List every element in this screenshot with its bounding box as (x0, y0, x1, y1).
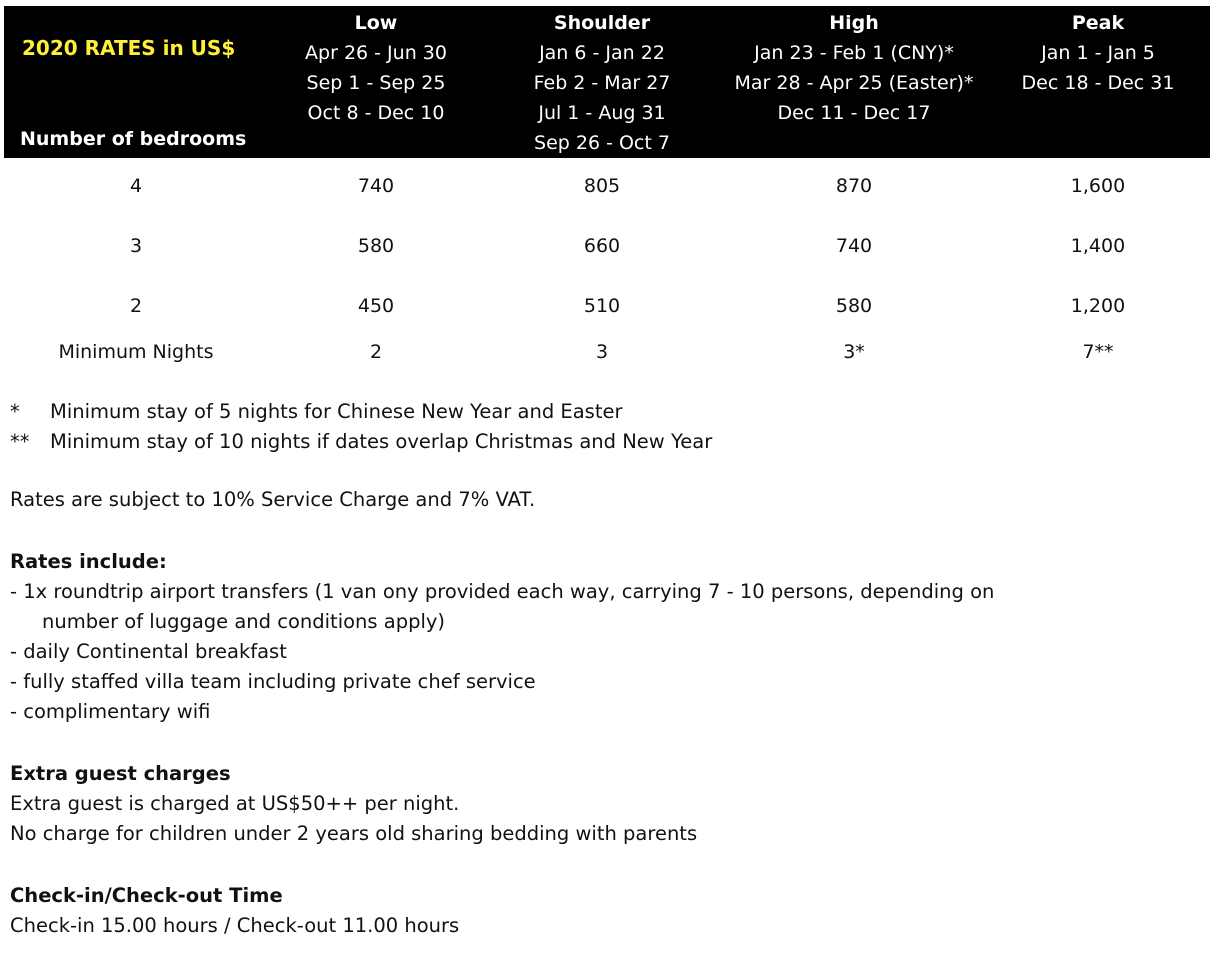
service-charge-note: Rates are subject to 10% Service Charge and 7% VAT. (10, 488, 536, 511)
rate-shoulder: 805 (583, 175, 621, 197)
bedroom-count: 4 (129, 175, 143, 197)
min-nights-peak: 7** (1082, 341, 1114, 363)
table-row (0, 231, 1220, 261)
rate-low: 450 (357, 295, 395, 317)
minimum-nights-row (0, 337, 1220, 367)
season-range: Jan 23 - Feb 1 (CNY)* (754, 42, 954, 64)
include-item: - complimentary wifi (10, 700, 211, 723)
extra-guest-line: Extra guest is charged at US$50++ per night. (10, 792, 460, 815)
checkin-heading: Check-in/Check-out Time (10, 884, 283, 907)
rate-high: 580 (835, 295, 873, 317)
include-item-continued: number of luggage and conditions apply) (42, 610, 446, 633)
season-range: Jan 1 - Jan 5 (1041, 42, 1155, 64)
footnote-mark: * (10, 400, 20, 423)
season-range: Jul 1 - Aug 31 (538, 102, 666, 124)
rate-shoulder: 660 (583, 235, 621, 257)
season-range: Sep 1 - Sep 25 (306, 72, 446, 94)
footnote-mark: ** (10, 430, 30, 453)
checkin-times: Check-in 15.00 hours / Check-out 11.00 hours (10, 914, 460, 937)
rate-high: 740 (835, 235, 873, 257)
rate-low: 740 (357, 175, 395, 197)
season-range: Sep 26 - Oct 7 (534, 132, 670, 154)
bedroom-count: 3 (129, 235, 143, 257)
season-range: Oct 8 - Dec 10 (307, 102, 445, 124)
rate-peak: 1,200 (1070, 295, 1126, 317)
table-row (0, 171, 1220, 201)
season-range: Jan 6 - Jan 22 (539, 42, 665, 64)
include-item: - fully staffed villa team including private chef service (10, 670, 536, 693)
season-range: Feb 2 - Mar 27 (533, 72, 671, 94)
table-row (0, 291, 1220, 321)
season-range: Apr 26 - Jun 30 (305, 42, 447, 64)
rates-table-header (4, 6, 1210, 158)
extra-guest-line: No charge for children under 2 years old sharing bedding with parents (10, 822, 698, 845)
season-range: Dec 18 - Dec 31 (1021, 72, 1175, 94)
season-name: Low (354, 12, 398, 34)
rate-peak: 1,400 (1070, 235, 1126, 257)
season-low-header (276, 6, 476, 128)
bedroom-count: 2 (129, 295, 143, 317)
minimum-nights-label: Minimum Nights (58, 341, 214, 363)
footnote (10, 397, 994, 427)
season-high-header (704, 6, 1004, 128)
include-item: - daily Continental breakfast (10, 640, 287, 663)
season-range: Dec 11 - Dec 17 (777, 102, 931, 124)
season-peak-header (998, 6, 1198, 98)
rate-high: 870 (835, 175, 873, 197)
season-range: Mar 28 - Apr 25 (Easter)* (734, 72, 974, 94)
footnote (10, 427, 994, 457)
season-name: High (829, 12, 879, 34)
rate-shoulder: 510 (583, 295, 621, 317)
rates-include-heading: Rates include: (10, 550, 167, 573)
rate-low: 580 (357, 235, 395, 257)
bedrooms-column-header: Number of bedrooms (20, 128, 247, 150)
include-item: - 1x roundtrip airport transfers (1 van ony provided each way, carrying 7 - 10 persons, depending on (10, 580, 995, 603)
rate-peak: 1,600 (1070, 175, 1126, 197)
season-shoulder-header (502, 6, 702, 158)
season-name: Peak (1071, 12, 1125, 34)
extra-guest-heading: Extra guest charges (10, 762, 231, 785)
min-nights-low: 2 (369, 341, 383, 363)
footnote-text: Minimum stay of 10 nights if dates overlap Christmas and New Year (50, 430, 713, 453)
min-nights-high: 3* (843, 341, 865, 363)
season-name: Shoulder (553, 12, 651, 34)
rates-title: 2020 RATES in US$ (22, 36, 236, 60)
notes-section (10, 397, 994, 941)
min-nights-shoulder: 3 (595, 341, 609, 363)
footnote-text: Minimum stay of 5 nights for Chinese New Year and Easter (50, 400, 623, 423)
